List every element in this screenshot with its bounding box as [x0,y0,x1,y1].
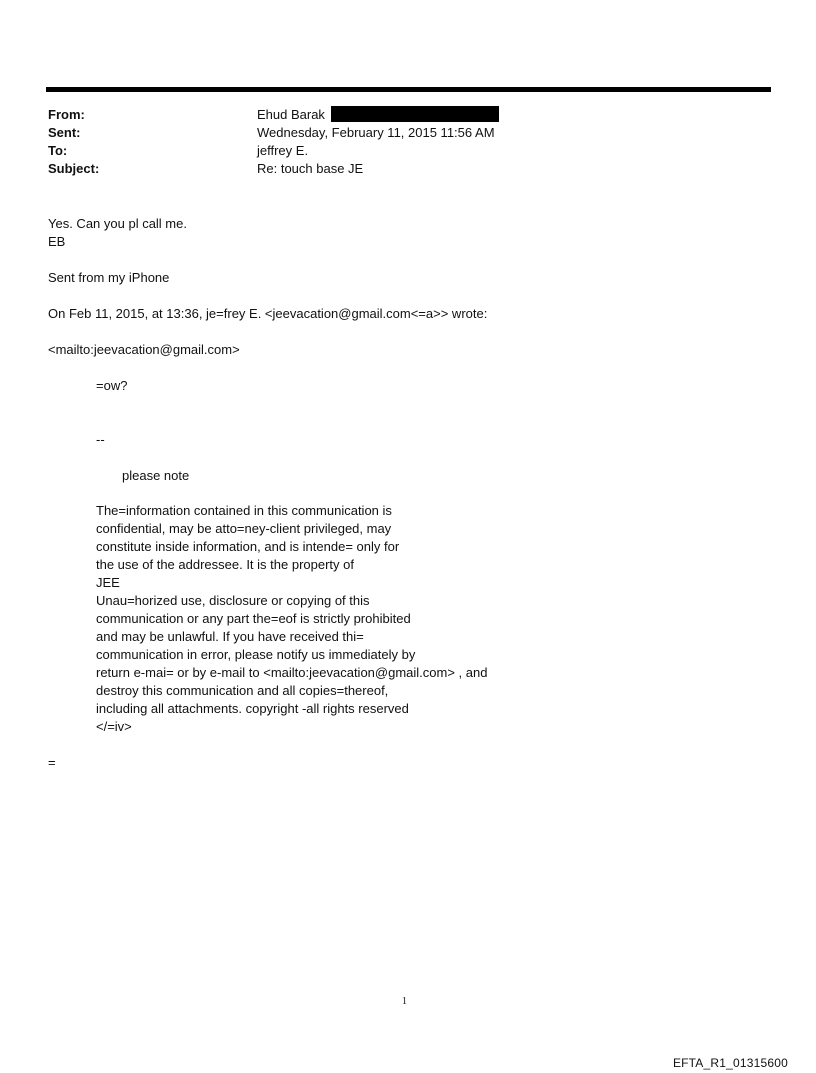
bates-number: EFTA_R1_01315600 [672,1056,788,1070]
disclaimer-line: and may be unlawful. If you have received thi= [96,629,364,644]
disclaimer-line: </=iv> [96,719,132,734]
disclaimer-line: return e-mai= or by e-mail to <mailto:jeevacation@gmail.com> , and [96,665,488,680]
disclaimer-line: communication or any part the=eof is strictly prohibited [96,611,411,626]
reply-signature: EB [48,234,66,249]
subject-label: Subject: [48,161,100,176]
disclaimer-line: JEE [96,575,120,590]
to-label: To: [48,143,68,158]
disclaimer-line: confidential, may be atto=ney-client privileged, may [96,521,392,536]
from-label: From: [48,107,85,122]
disclaimer-line: communication in error, please notify us immediately by [96,647,416,662]
disclaimer-line: The=information contained in this communication is [96,503,392,518]
redaction-bar [331,106,499,122]
trailing-equals: = [48,755,56,770]
page-number: 1 [402,996,407,1007]
signature-separator: -- [96,432,105,447]
subject-value: Re: touch base JE [257,161,364,176]
disclaimer-line: the use of the addressee. It is the property of [96,557,354,572]
quoted-text: =ow? [96,378,128,393]
disclaimer-line: including all attachments. copyright -all rights reserved [96,701,409,716]
disclaimer-line: destroy this communication and all copies=thereof, [96,683,389,698]
disclaimer-line: Unau=horized use, disclosure or copying of this [96,593,370,608]
please-note: please note [122,468,190,483]
from-name: Ehud Barak [257,107,325,122]
to-value: jeffrey E. [257,143,309,158]
sent-value: Wednesday, February 11, 2015 11:56 AM [257,125,495,140]
from-value [257,106,499,124]
disclaimer-line: constitute inside information, and is intende= only for [96,539,400,554]
sent-from-line: Sent from my iPhone [48,270,170,285]
mailto-line: <mailto:jeevacation@gmail.com> [48,342,240,357]
reply-line-1: Yes. Can you pl call me. [48,216,187,231]
disclaimer-block [96,502,487,736]
sent-label: Sent: [48,125,81,140]
header-rule [46,87,771,92]
quote-header: On Feb 11, 2015, at 13:36, je=frey E. <jeevacation@gmail.com<=a>> wrote: [48,306,488,321]
